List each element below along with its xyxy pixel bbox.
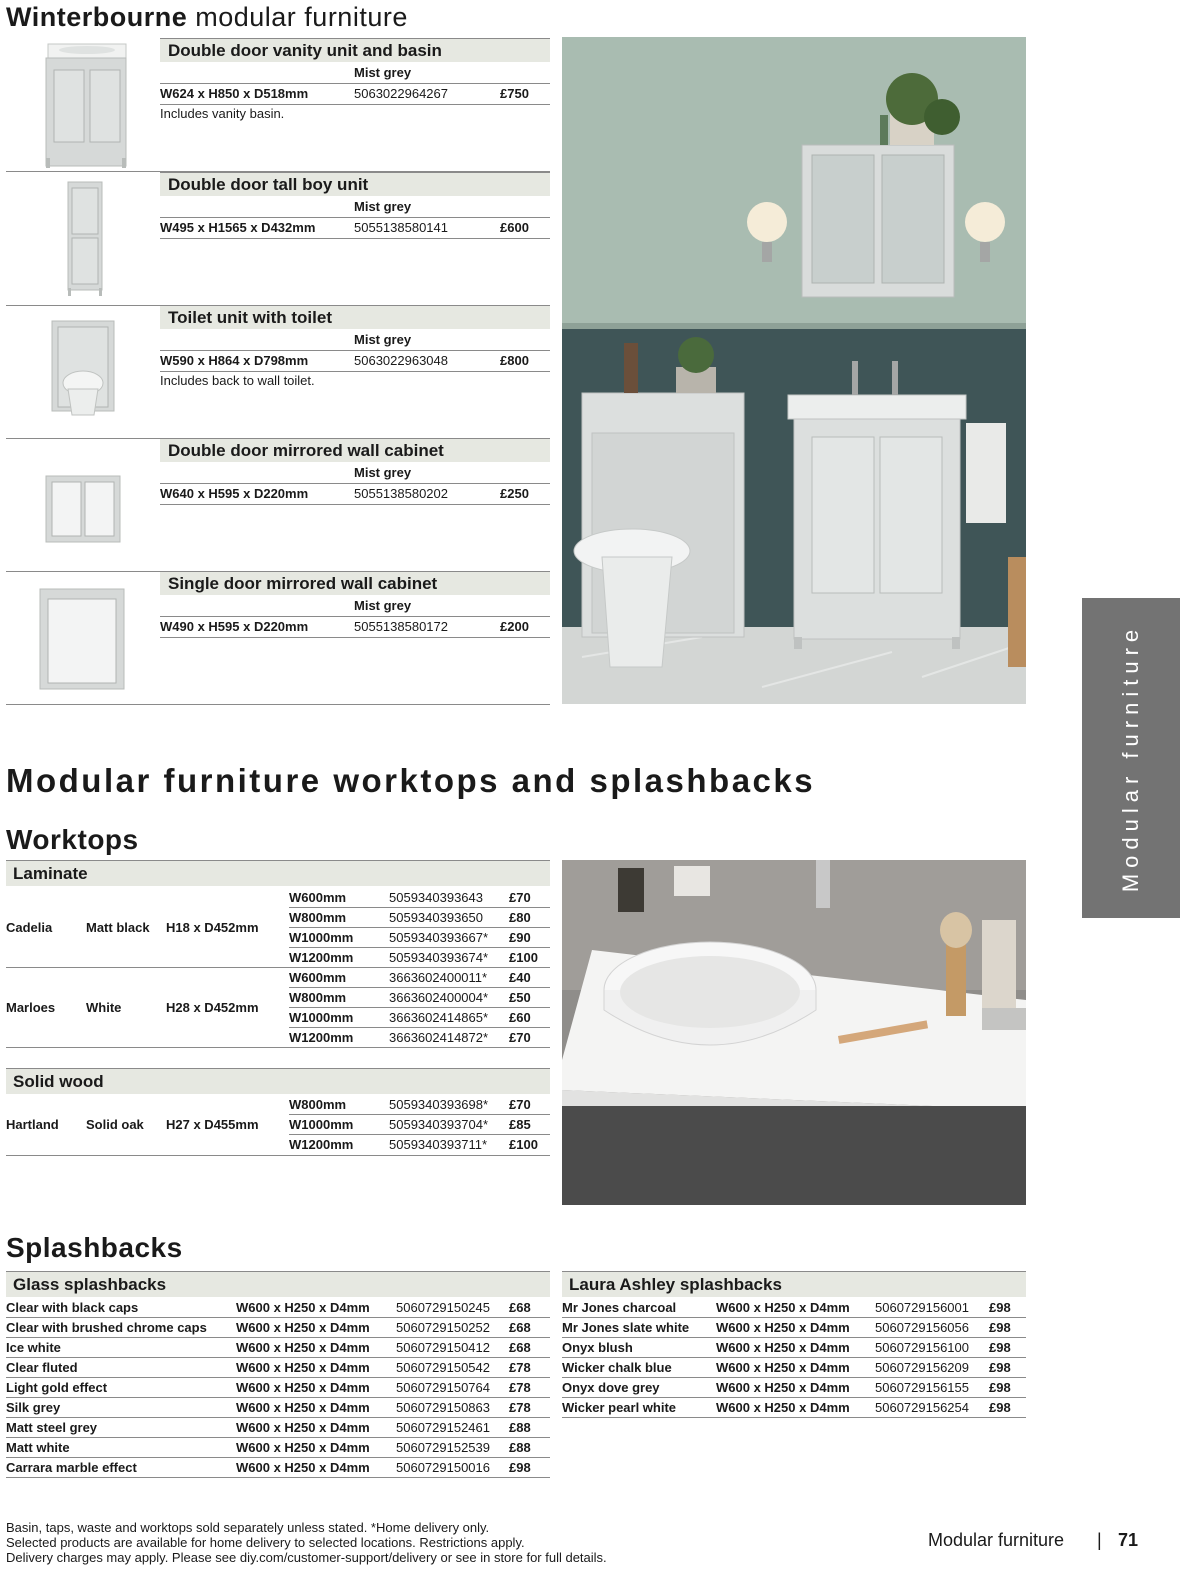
splashback-name: Clear with black caps [6,1300,139,1315]
product-name: Double door tall boy unit [160,172,550,196]
product-price: £200 [500,619,529,634]
product-tall-boy [6,172,550,306]
splashback-name: Mr Jones charcoal [562,1300,677,1315]
worktop-row [289,888,550,908]
splashback-dims: W600 x H250 x D4mm [236,1320,370,1335]
laminate-band: Laminate [6,860,550,886]
product-color: Mist grey [354,598,412,613]
splashback-name: Carrara marble effect [6,1460,137,1475]
splashback-price: £98 [989,1400,1011,1415]
splashback-name: Onyx blush [562,1340,633,1355]
worktop-row [289,1028,550,1048]
splashback-code: 5060729150764 [396,1380,490,1395]
worktop-code: 5059340393698* [389,1097,489,1112]
product-row [160,83,550,105]
worktop-width: W800mm [289,910,347,925]
worktop-width: W1000mm [289,930,354,945]
worktop-price: £100 [509,950,538,965]
splashback-price: £78 [509,1400,531,1415]
toilet-unit-image [6,305,158,439]
splashback-code: 5060729156100 [875,1340,969,1355]
worktop-row [289,1115,550,1135]
product-color: Mist grey [354,199,412,214]
worktop-code: 5059340393704* [389,1117,489,1132]
worktop-width: W800mm [289,990,347,1005]
product-row [160,616,550,638]
footnote [6,1520,607,1565]
laura-ashley-band: Laura Ashley splashbacks [562,1271,1026,1297]
worktop-size: H18 x D452mm [166,920,259,935]
worktop-price: £60 [509,1010,531,1025]
product-single-mirror-cabinet [6,571,550,705]
splashback-dims: W600 x H250 x D4mm [716,1400,850,1415]
product-note: Includes back to wall toilet. [160,373,315,388]
product-price: £250 [500,486,529,501]
splashbacks-title: Splashbacks [6,1232,183,1263]
bathroom-photo [562,37,1026,704]
product-dims: W590 x H864 x D798mm [160,353,309,368]
splashback-row [6,1378,550,1398]
splashback-price: £78 [509,1360,531,1375]
product-code: 5063022963048 [354,353,448,368]
worktop-width: W600mm [289,970,347,985]
splashback-dims: W600 x H250 x D4mm [716,1380,850,1395]
splashback-price: £88 [509,1420,531,1435]
splashback-price: £98 [989,1360,1011,1375]
splashback-code: 5060729150863 [396,1400,490,1415]
splashback-code: 5060729150252 [396,1320,490,1335]
double-mirror-cabinet-image [6,438,158,572]
product-name: Toilet unit with toilet [160,305,550,329]
worktop-row [289,1135,550,1155]
footer-separator: | [1097,1530,1102,1550]
worktop-name: Hartland [6,1117,59,1132]
product-color: Mist grey [354,465,412,480]
worktop-code: 3663602414872* [389,1030,489,1045]
splashback-row [6,1398,550,1418]
splashback-dims: W600 x H250 x D4mm [236,1440,370,1455]
worktop-width: W1200mm [289,1030,354,1045]
splashback-row [6,1458,550,1478]
splashback-row [6,1338,550,1358]
basin-photo [562,860,1026,1205]
splashback-name: Mr Jones slate white [562,1320,690,1335]
solid-wood-band: Solid wood [6,1068,550,1094]
worktop-size: H27 x D455mm [166,1117,259,1132]
product-code: 5055138580202 [354,486,448,501]
worktop-code: 3663602400011* [389,970,488,985]
splashback-dims: W600 x H250 x D4mm [236,1420,370,1435]
splashback-code: 5060729152539 [396,1440,490,1455]
splashback-name: Ice white [6,1340,61,1355]
splashback-name: Clear with brushed chrome caps [6,1320,207,1335]
splashback-row [6,1358,550,1378]
splashback-dims: W600 x H250 x D4mm [236,1360,370,1375]
splashback-code: 5060729156001 [875,1300,969,1315]
splashback-row [6,1438,550,1458]
splashback-code: 5060729156254 [875,1400,969,1415]
worktop-width: W1000mm [289,1117,354,1132]
splashback-price: £78 [509,1380,531,1395]
worktop-code: 5059340393643 [389,890,483,905]
splashback-name: Matt white [6,1440,70,1455]
product-dims: W495 x H1565 x D432mm [160,220,316,235]
splashback-row [6,1318,550,1338]
splashback-name: Onyx dove grey [562,1380,660,1395]
worktop-code: 5059340393711* [389,1137,488,1152]
splashback-price: £68 [509,1300,531,1315]
splashback-name: Wicker chalk blue [562,1360,672,1375]
product-name: Double door vanity unit and basin [160,38,550,62]
worktop-price: £70 [509,1097,531,1112]
single-mirror-cabinet-image [6,571,158,705]
splashback-code: 5060729156209 [875,1360,969,1375]
splashback-name: Wicker pearl white [562,1400,677,1415]
splashback-row [562,1298,1026,1318]
splashback-price: £68 [509,1340,531,1355]
product-color: Mist grey [354,332,412,347]
worktop-row [289,1095,550,1115]
splashback-price: £98 [989,1320,1011,1335]
splashback-dims: W600 x H250 x D4mm [236,1400,370,1415]
splashback-dims: W600 x H250 x D4mm [236,1460,370,1475]
worktop-price: £40 [509,970,531,985]
worktop-code: 5059340393650 [389,910,483,925]
worktop-finish: Matt black [86,920,150,935]
splashback-dims: W600 x H250 x D4mm [236,1340,370,1355]
worktop-size: H28 x D452mm [166,1000,259,1015]
product-name: Double door mirrored wall cabinet [160,438,550,462]
footer-section-label: Modular furniture [928,1530,1065,1550]
product-row [160,483,550,505]
splashback-dims: W600 x H250 x D4mm [236,1300,370,1315]
worktop-finish: Solid oak [86,1117,144,1132]
footnote-line: Basin, taps, waste and worktops sold separately unless stated. *Home delivery only. [6,1520,490,1535]
splashback-name: Silk grey [6,1400,61,1415]
splashback-code: 5060729152461 [396,1420,490,1435]
product-dims: W624 x H850 x D518mm [160,86,309,101]
worktop-width: W600mm [289,890,347,905]
worktop-code: 5059340393667* [389,930,489,945]
splashback-row [562,1378,1026,1398]
worktop-row [289,948,550,968]
splashback-dims: W600 x H250 x D4mm [236,1380,370,1395]
splashback-dims: W600 x H250 x D4mm [716,1340,850,1355]
product-row [160,350,550,372]
worktop-row [289,928,550,948]
splashback-name: Matt steel grey [6,1420,98,1435]
product-toilet-unit [6,305,550,439]
worktop-code: 5059340393674* [389,950,489,965]
tall-boy-image [6,172,158,306]
worktop-price: £70 [509,1030,531,1045]
footnote-line: Delivery charges may apply. Please see diy.com/customer-support/delivery or see in store for full details. [6,1550,607,1565]
worktops-title: Worktops [6,824,139,855]
splashback-row [6,1418,550,1438]
splashback-name: Clear fluted [6,1360,78,1375]
product-code: 5055138580172 [354,619,448,634]
product-price: £750 [500,86,529,101]
vanity-unit-image [6,38,158,172]
product-row [160,217,550,239]
product-dims: W490 x H595 x D220mm [160,619,309,634]
splashback-row [562,1318,1026,1338]
worktop-row [289,908,550,928]
splashback-code: 5060729150412 [396,1340,490,1355]
splashback-price: £98 [509,1460,531,1475]
splashback-row [562,1338,1026,1358]
splashback-price: £98 [989,1340,1011,1355]
worktop-width: W1200mm [289,950,354,965]
worktop-group-marloes [6,968,550,1048]
worktop-width: W1200mm [289,1137,354,1152]
page-number: 71 [1118,1530,1139,1550]
worktop-price: £70 [509,890,531,905]
splashback-code: 5060729150245 [396,1300,490,1315]
splashback-code: 5060729150016 [396,1460,490,1475]
splashback-code: 5060729156155 [875,1380,969,1395]
splashback-price: £98 [989,1380,1011,1395]
worktop-price: £80 [509,910,531,925]
glass-splashbacks-band: Glass splashbacks [6,1271,550,1297]
side-tab-label: Modular furniture [1118,623,1143,893]
splashback-price: £88 [509,1440,531,1455]
product-code: 5063022964267 [354,86,448,101]
product-price: £800 [500,353,529,368]
splashback-code: 5060729156056 [875,1320,969,1335]
worktop-row [289,988,550,1008]
worktop-price: £100 [509,1137,538,1152]
worktop-name: Cadelia [6,920,53,935]
product-double-mirror-cabinet [6,438,550,572]
worktop-group-hartland [6,1095,550,1156]
product-vanity-unit [6,38,550,172]
worktop-row [289,1008,550,1028]
worktop-row [289,968,550,988]
worktop-width: W1000mm [289,1010,354,1025]
splashback-row [562,1358,1026,1378]
worktop-group-cadelia [6,887,550,968]
worktop-code: 3663602400004* [389,990,489,1005]
splashback-dims: W600 x H250 x D4mm [716,1320,850,1335]
splashback-name: Light gold effect [6,1380,108,1395]
side-tab [1082,598,1180,918]
product-note: Includes vanity basin. [160,106,285,121]
product-price: £600 [500,220,529,235]
product-name: Single door mirrored wall cabinet [160,571,550,595]
splashback-price: £98 [989,1300,1011,1315]
footnote-line: Selected products are available for home delivery to selected locations. Restrictions apply. [6,1535,525,1550]
worktop-name: Marloes [6,1000,56,1015]
splashback-dims: W600 x H250 x D4mm [716,1300,850,1315]
product-dims: W640 x H595 x D220mm [160,486,309,501]
product-code: 5055138580141 [354,220,448,235]
worktop-price: £50 [509,990,531,1005]
worktop-finish: White [86,1000,122,1015]
worktop-width: W800mm [289,1097,347,1112]
worktop-price: £90 [509,930,531,945]
splashback-row [562,1398,1026,1418]
splashback-price: £68 [509,1320,531,1335]
worktop-code: 3663602414865* [389,1010,489,1025]
product-color: Mist grey [354,65,412,80]
page-title: Winterbourne modular furniture [6,2,408,32]
splashback-code: 5060729150542 [396,1360,490,1375]
section-title: Modular furniture worktops and splashbacks [6,762,816,799]
splashback-dims: W600 x H250 x D4mm [716,1360,850,1375]
splashback-row [6,1298,550,1318]
worktop-price: £85 [509,1117,531,1132]
